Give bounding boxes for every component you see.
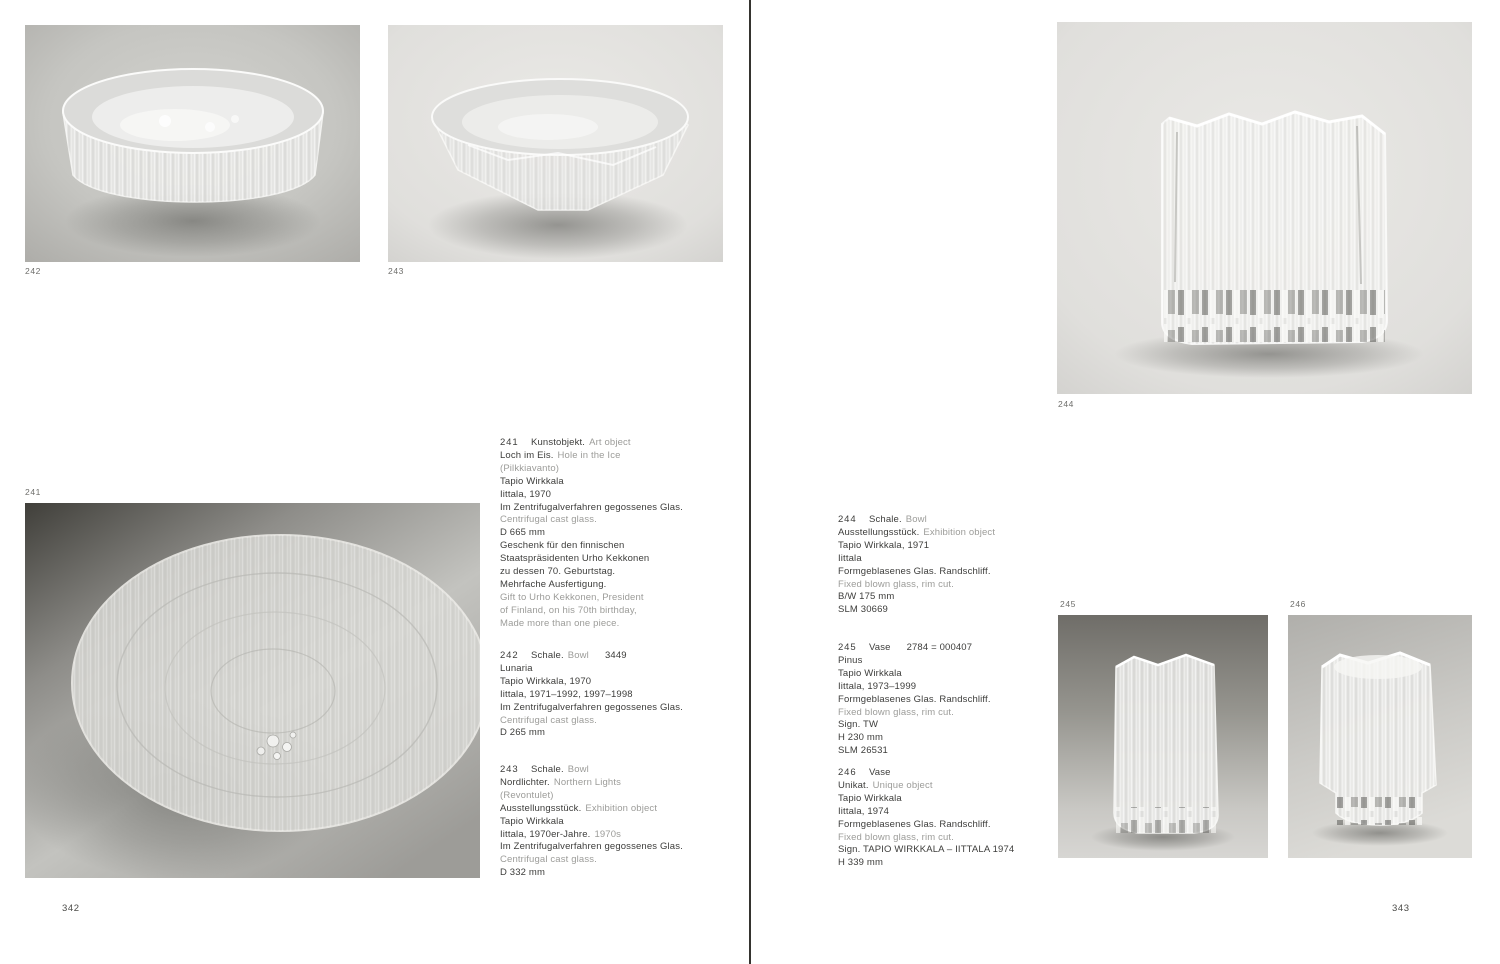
- entry-text-segment: Fixed blown glass, rim cut.: [838, 831, 954, 843]
- photo-242-lunaria-bowl: [25, 25, 360, 262]
- entry-line: [500, 579, 790, 592]
- entry-text-segment: D 665 mm: [500, 527, 546, 539]
- entry-text-segment: Tapio Wirkkala: [838, 667, 902, 679]
- entry-text-segment: of Finland, on his 70th birthday,: [500, 604, 637, 616]
- entry-text-segment: D 332 mm: [500, 867, 546, 879]
- entry-line: [500, 867, 790, 880]
- entry-text-segment: Vase: [869, 767, 891, 778]
- entry-line: [838, 819, 1128, 832]
- entry-line: [500, 702, 790, 715]
- entry-text-segment: Sign. TW: [838, 719, 879, 731]
- entry-line: [500, 663, 790, 676]
- entry-line: [838, 844, 1128, 857]
- entry-line: [838, 857, 1128, 870]
- left-catalog-column: [500, 0, 790, 964]
- entry-line: [500, 463, 790, 476]
- entry-header: [500, 764, 790, 777]
- entry-line: [500, 514, 790, 527]
- entry-text-segment: Centrifugal cast glass.: [500, 714, 597, 726]
- entry-text-segment: H 339 mm: [838, 857, 884, 869]
- entry-header: [500, 437, 790, 450]
- entry-text-segment: Schale.: [869, 514, 902, 525]
- entry-line: [838, 566, 1128, 579]
- entry-text-segment: Tapio Wirkkala, 1971: [838, 539, 930, 551]
- entry-text-segment: SLM 30669: [838, 604, 888, 616]
- entry-text-segment: Iittala, 1970: [500, 488, 552, 500]
- entry-text-segment: B/W 175 mm: [838, 591, 895, 603]
- entry-text-segment: Art object: [589, 437, 631, 448]
- photo-caption-242: 242: [25, 266, 41, 276]
- entry-text-segment: Exhibition object: [923, 526, 996, 538]
- entry-line: [500, 689, 790, 702]
- catalog-entry-244: [838, 514, 1128, 617]
- photo-caption-243: 243: [388, 266, 404, 276]
- entry-line: [500, 816, 790, 829]
- entry-text-segment: Pinus: [838, 654, 863, 666]
- entry-text-segment: Tapio Wirkkala, 1970: [500, 675, 592, 687]
- entry-number: 246: [838, 767, 857, 778]
- entry-line: [500, 841, 790, 854]
- entry-line: [500, 476, 790, 489]
- photo-caption-241: 241: [25, 487, 41, 497]
- entry-text-segment: Nordlichter.: [500, 776, 550, 788]
- entry-text-segment: Tapio Wirkkala: [500, 815, 564, 827]
- entry-text-segment: Geschenk für den finnischen: [500, 540, 625, 552]
- entry-text-segment: Made more than one piece.: [500, 617, 620, 629]
- entry-number: 245: [838, 642, 857, 653]
- entry-text-segment: Bowl: [567, 650, 589, 661]
- catalog-entry-242: [500, 650, 790, 740]
- entry-header: [838, 642, 1128, 655]
- entry-text-segment: Loch im Eis.: [500, 449, 554, 461]
- catalog-entry-246: [838, 767, 1128, 870]
- entry-text-segment: Im Zentrifugalverfahren gegossenes Glas.: [500, 701, 683, 713]
- entry-line: [500, 727, 790, 740]
- entry-text-segment: Exhibition object: [585, 802, 658, 814]
- entry-text-segment: Lunaria: [500, 662, 533, 674]
- entry-text-segment: (Pilkkiavanto): [500, 462, 560, 474]
- entry-number: 243: [500, 764, 519, 775]
- right-catalog-column: [838, 0, 1128, 964]
- catalog-entry-243: [500, 764, 790, 880]
- entry-line: [838, 591, 1128, 604]
- entry-text-segment: Formgeblasenes Glas. Randschliff.: [838, 565, 991, 577]
- entry-line: [500, 790, 790, 803]
- entry-number: 244: [838, 514, 857, 525]
- entry-text-segment: Formgeblasenes Glas. Randschliff.: [838, 693, 991, 705]
- catalog-entry-241: [500, 437, 790, 631]
- entry-line: [838, 604, 1128, 617]
- entry-text-segment: Schale.: [531, 650, 564, 661]
- entry-text-segment: H 230 mm: [838, 732, 884, 744]
- entry-text-segment: SLM 26531: [838, 745, 888, 757]
- entry-text-segment: Staatspräsidenten Urho Kekkonen: [500, 553, 650, 565]
- entry-text-segment: Bowl: [567, 764, 589, 775]
- entry-text-segment: Gift to Urho Kekkonen, President: [500, 591, 644, 603]
- entry-text-segment: Centrifugal cast glass.: [500, 854, 597, 866]
- entry-text-segment: Unikat.: [838, 779, 869, 791]
- entry-text-segment: Tapio Wirkkala: [500, 475, 564, 487]
- entry-text-segment: Iittala, 1970er-Jahre.: [500, 828, 591, 840]
- entry-line: [500, 854, 790, 867]
- entry-text-segment: Kunstobjekt.: [531, 437, 586, 448]
- entry-text-segment: 3449: [604, 650, 627, 661]
- entry-line: [838, 806, 1128, 819]
- entry-line: [500, 777, 790, 790]
- entry-header: [500, 650, 790, 663]
- entry-line: [838, 694, 1128, 707]
- entry-line: [838, 745, 1128, 758]
- entry-line: [838, 832, 1128, 845]
- entry-line: [838, 732, 1128, 745]
- entry-text-segment: Sign. TAPIO WIRKKALA – IITTALA 1974: [838, 844, 1015, 856]
- entry-line: [838, 540, 1128, 553]
- entry-number: 241: [500, 437, 519, 448]
- photo-caption-245: 245: [1060, 599, 1076, 609]
- photo-caption-244: 244: [1058, 399, 1074, 409]
- entry-line: [500, 829, 790, 842]
- entry-line: [838, 780, 1128, 793]
- entry-line: [838, 553, 1128, 566]
- entry-text-segment: 1970s: [594, 828, 622, 840]
- entry-line: [500, 715, 790, 728]
- photo-241-hole-in-the-ice-disc: [25, 503, 480, 878]
- unique-vase-illustration: [1288, 615, 1472, 858]
- entry-text-segment: Ausstellungsstück.: [500, 802, 582, 814]
- entry-line: [500, 676, 790, 689]
- left-page-number: 342: [62, 903, 80, 914]
- catalog-entry-245: [838, 642, 1128, 758]
- entry-line: [500, 592, 790, 605]
- entry-line: [838, 668, 1128, 681]
- entry-line: [500, 803, 790, 816]
- entry-text-segment: 2784 = 000407: [906, 642, 973, 653]
- right-page-number: 343: [1392, 903, 1410, 914]
- entry-line: [838, 719, 1128, 732]
- entry-text-segment: zu dessen 70. Geburtstag.: [500, 566, 616, 578]
- entry-line: [500, 553, 790, 566]
- entry-text-segment: Bowl: [905, 514, 927, 525]
- entry-text-segment: Iittala, 1971–1992, 1997–1998: [500, 688, 633, 700]
- entry-text-segment: Northern Lights: [553, 776, 622, 788]
- lunaria-bowl-illustration: [25, 25, 360, 262]
- entry-line: [500, 502, 790, 515]
- entry-text-segment: Centrifugal cast glass.: [500, 514, 597, 526]
- page-gutter-divider: [749, 0, 751, 964]
- entry-text-segment: Vase: [869, 642, 891, 653]
- entry-text-segment: Tapio Wirkkala: [838, 792, 902, 804]
- entry-number: 242: [500, 650, 519, 661]
- photo-caption-246: 246: [1290, 599, 1306, 609]
- entry-line: [500, 489, 790, 502]
- entry-text-segment: Ausstellungsstück.: [838, 526, 920, 538]
- entry-text-segment: Fixed blown glass, rim cut.: [838, 578, 954, 590]
- entry-text-segment: Im Zentrifugalverfahren gegossenes Glas.: [500, 841, 683, 853]
- entry-header: [838, 767, 1128, 780]
- entry-text-segment: Fixed blown glass, rim cut.: [838, 706, 954, 718]
- entry-line: [500, 540, 790, 553]
- entry-header: [838, 514, 1128, 527]
- entry-text-segment: Mehrfache Ausfertigung.: [500, 578, 607, 590]
- entry-text-segment: Unique object: [872, 779, 933, 791]
- entry-line: [500, 566, 790, 579]
- entry-line: [838, 527, 1128, 540]
- entry-line: [838, 579, 1128, 592]
- entry-text-segment: Iittala, 1973–1999: [838, 680, 917, 692]
- entry-text-segment: Iittala, 1974: [838, 805, 890, 817]
- entry-text-segment: Formgeblasenes Glas. Randschliff.: [838, 818, 991, 830]
- entry-text-segment: Iittala: [838, 552, 862, 564]
- entry-text-segment: D 265 mm: [500, 727, 546, 739]
- entry-line: [500, 605, 790, 618]
- entry-line: [838, 655, 1128, 668]
- entry-text-segment: Im Zentrifugalverfahren gegossenes Glas.: [500, 501, 683, 513]
- entry-line: [838, 707, 1128, 720]
- entry-text-segment: Schale.: [531, 764, 564, 775]
- entry-text-segment: (Revontulet): [500, 789, 554, 801]
- entry-line: [500, 618, 790, 631]
- hole-in-the-ice-illustration: [25, 503, 480, 878]
- entry-line: [838, 793, 1128, 806]
- photo-246-unique-vase: [1288, 615, 1472, 858]
- entry-text-segment: Hole in the Ice: [557, 449, 621, 461]
- entry-line: [500, 450, 790, 463]
- entry-line: [500, 527, 790, 540]
- entry-line: [838, 681, 1128, 694]
